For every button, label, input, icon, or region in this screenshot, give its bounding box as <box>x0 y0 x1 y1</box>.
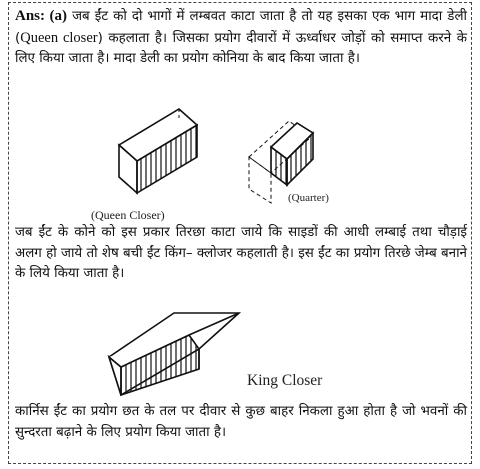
answer-paragraph-3: कार्निस ईंट का प्रयोग छत के तल पर दीवार से कुछ बाहर निकला हुआ होता है जो भवनों की सुन्दरता बढ़ाने के लिए प्रयोग किया जाता है। <box>15 404 467 440</box>
quarter-drawing <box>249 121 313 203</box>
answer-card <box>8 2 472 464</box>
answer-label: Ans: (a) <box>15 8 68 24</box>
answer-paragraph-2: जब ईंट के कोने को इस प्रकार तिरछा काटा जाये कि साइडों की आधी लम्बाई तथा चौड़ाई अलग हो जाये तो शेष बची ईंट किंग– क्लोजर कहलाती है। इस ईंट का प्रयोग तिरछे जेम्ब बनाने के लिये किया जाता है। <box>15 225 467 281</box>
para1-text-c: ) कहलाता है। जिसका प्रयोग दीवारों में ऊर्ध्वाधर जोड़ों को समाप्त करने के लिए किया जाता है। मादा डेली का प्रयोग कोनिया के बाद किया जाता है। <box>15 30 468 66</box>
king-closer-figure <box>89 309 419 399</box>
queen-closer-drawing <box>119 109 197 193</box>
queen-closer-caption: (Queen Closer) <box>91 208 165 222</box>
queen-closer-term: Queen closer <box>20 29 98 46</box>
queen-closer-figure <box>79 107 399 222</box>
para1-text-a: जब ईंट को दो भागों में लम्बवत काटा जाता है तो यह इसका एक भाग मादा डेली ( <box>15 9 467 46</box>
king-closer-drawing <box>109 313 239 395</box>
quarter-caption: (Quarter) <box>288 192 329 204</box>
answer-paragraph-1 <box>15 6 467 70</box>
king-closer-caption: King Closer <box>247 372 323 389</box>
